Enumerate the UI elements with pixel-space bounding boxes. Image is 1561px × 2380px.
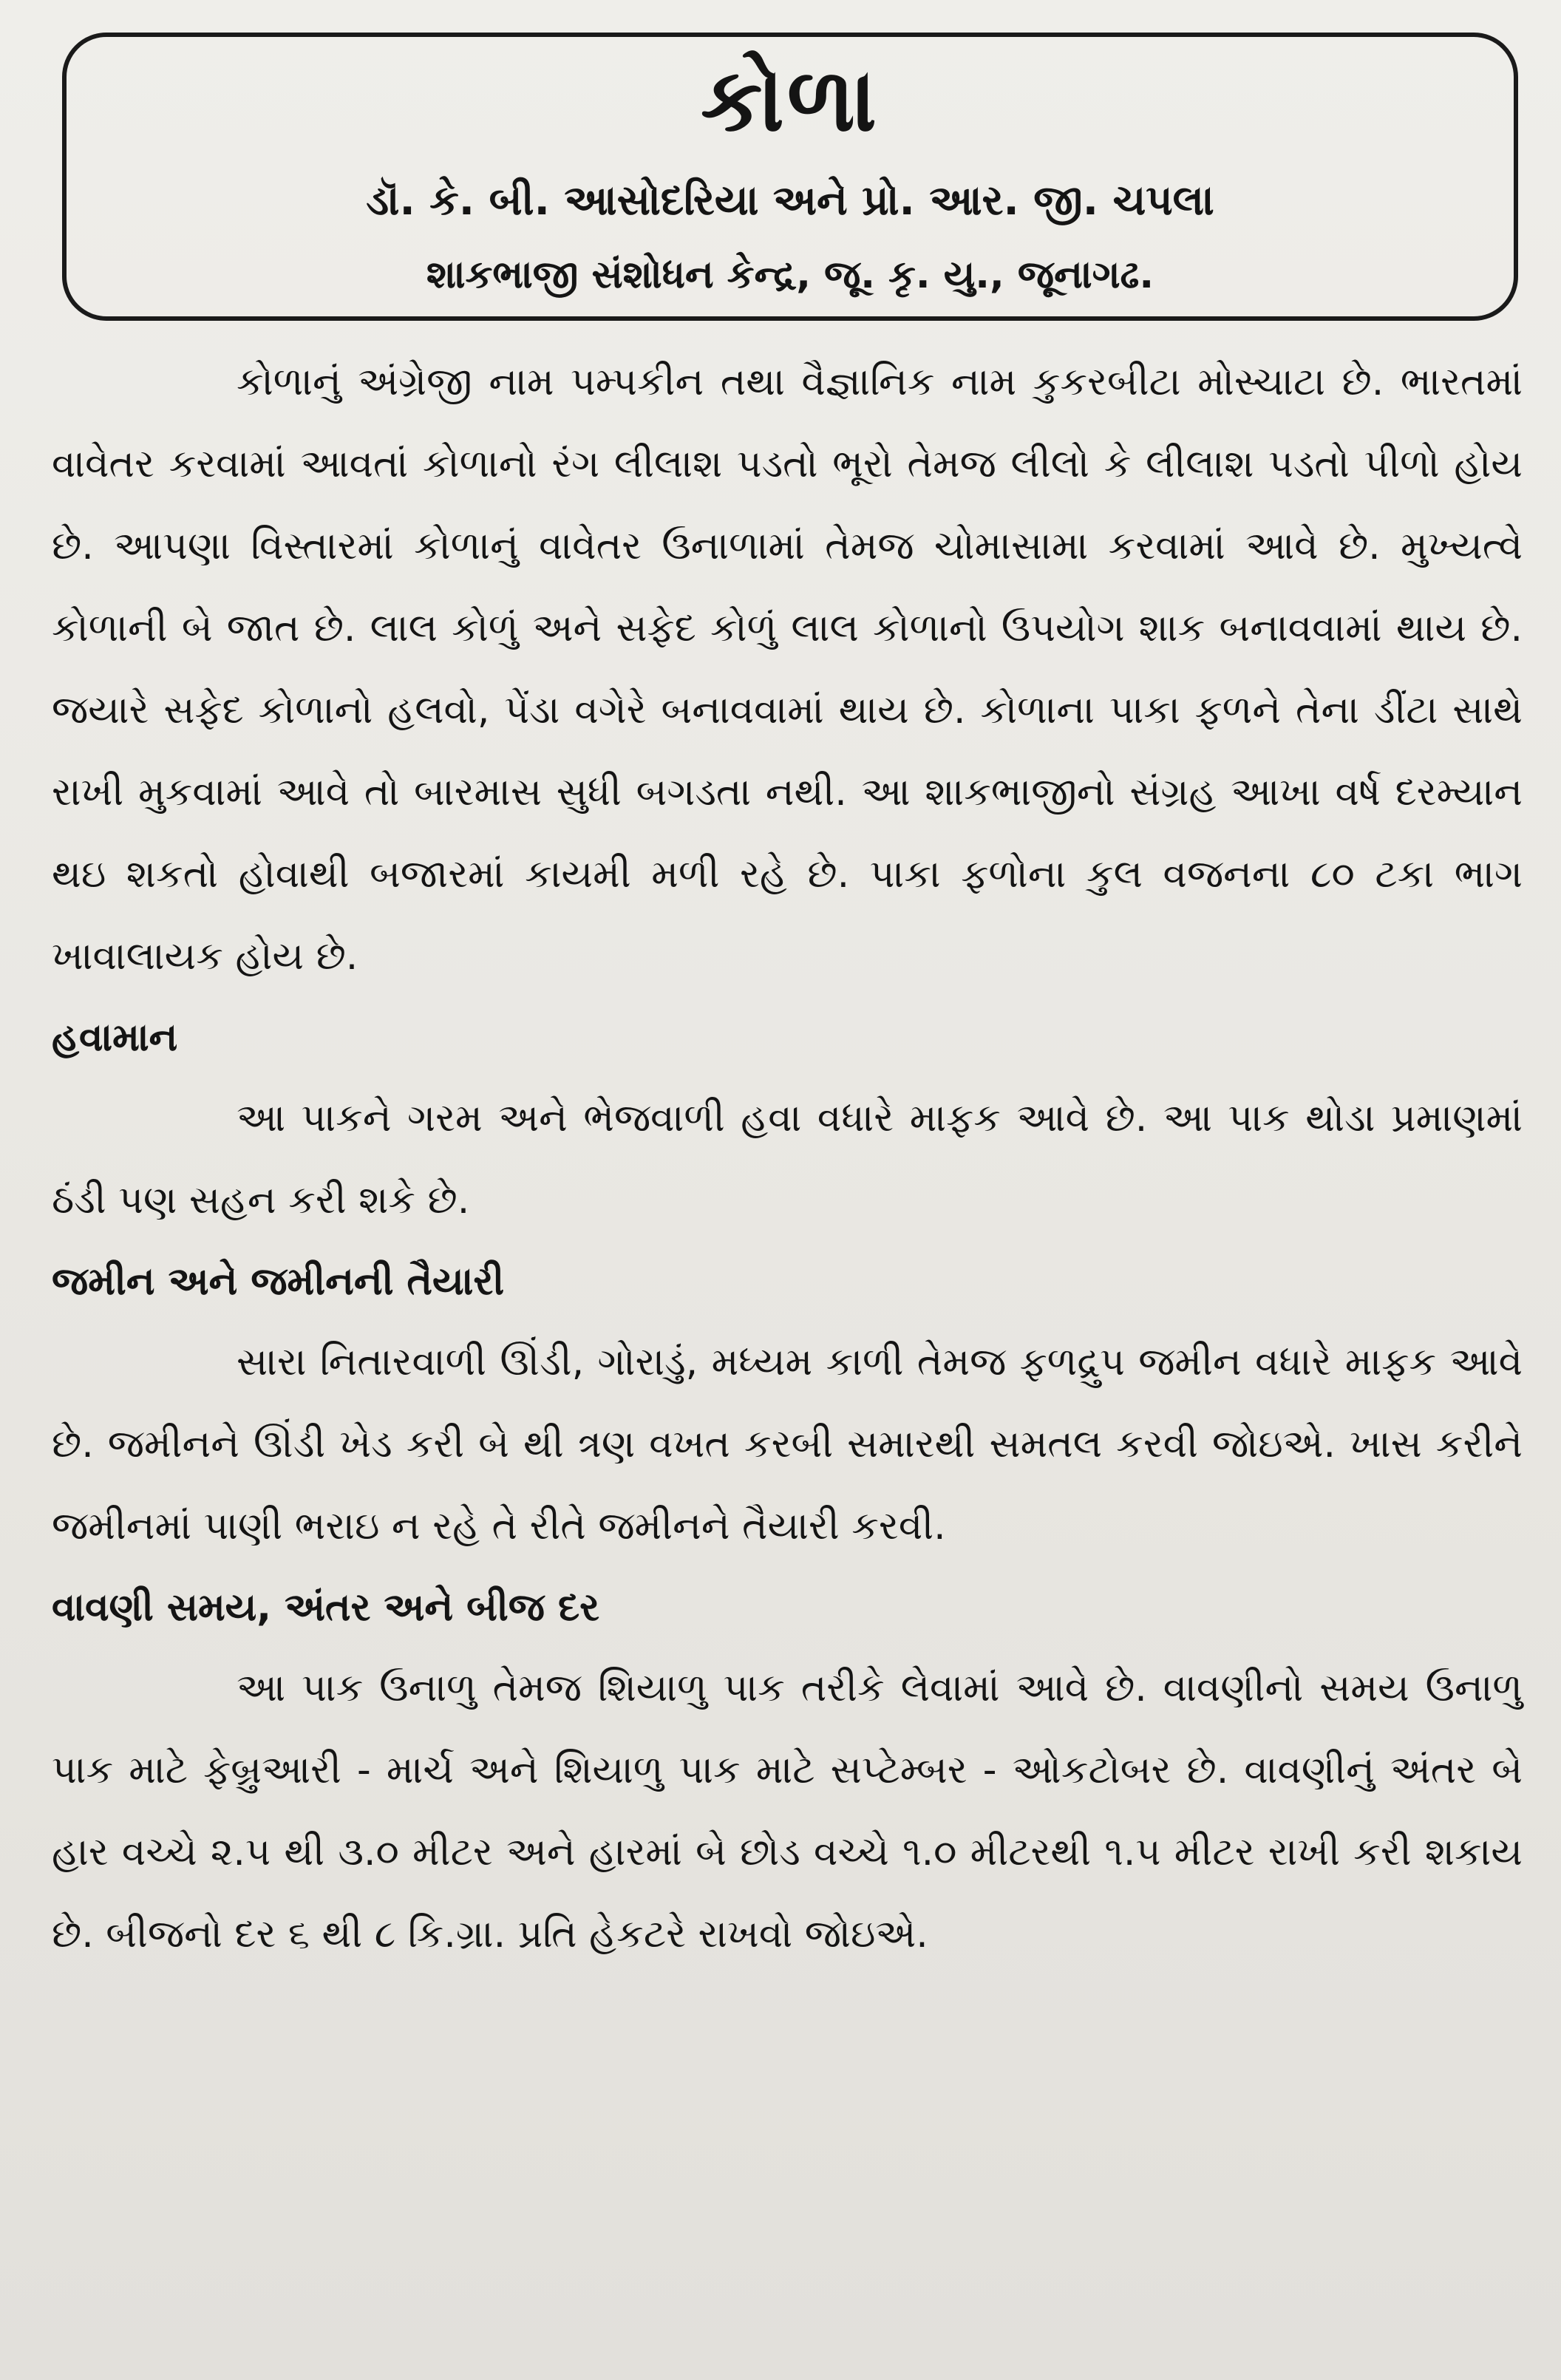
authors-line: ડૉ. કે. બી. આસોદરિયા અને પ્રો. આર. જી. ચપલા xyxy=(366,177,1214,225)
section-body-soil: સારા નિતારવાળી ઊંડી, ગોરાડું, મધ્યમ કાળી તેમજ ફળદ્રુપ જમીન વધારે માફક આવે છે. જમીનને ઊંડી ખેડ કરી બે થી ત્રણ વખત કરબી સમારથી સમતલ કરવી જોઇએ. ખાસ કરીને જમીનમાં પાણી ભરાઇ ન રહે તે રીતે જમીનને તૈયારી કરવી. xyxy=(52,1340,1523,1548)
institute-line: શાકભાજી સંશોધન કેન્દ્ર, જૂ. કૃ. યુ., જૂનાગઢ. xyxy=(426,253,1154,297)
section-heading-soil: જમીન અને જમીનની તૈયારી xyxy=(52,1259,505,1304)
section-body-sowing: આ પાક ઉનાળુ તેમજ શિયાળુ પાક તરીકે લેવામાં આવે છે. વાવણીનો સમય ઉનાળુ પાક માટે ફેબ્રુઆરી - માર્ચ અને શિયાળુ પાક માટે સપ્ટેમ્બર - ઓકટોબર છે. વાવણીનું અંતર બે હાર વચ્ચે ૨.૫ થી ૩.૦ મીટર અને હારમાં બે છોડ વચ્ચે ૧.૦ મીટરથી ૧.૫ મીટર રાખી કરી શકાય છે. બીજનો દર ૬ થી ૮ કિ.ગ્રા. પ્રતિ હેકટરે રાખવો જોઇએ. xyxy=(52,1666,1523,1956)
intro-paragraph: કોળાનું અંગ્રેજી નામ પમ્પકીન તથા વૈજ્ઞાનિક નામ કુકરબીટા મોસ્ચાટા છે. ભારતમાં વાવેતર કરવામાં આવતાં કોળાનો રંગ લીલાશ પડતો ભૂરો તેમજ લીલો કે લીલાશ પડતો પીળો હોય છે. આપણા વિસ્તારમાં કોળાનું વાવેતર ઉનાળામાં તેમજ ચોમાસામા કરવામાં આવે છે. મુખ્યત્વે કોળાની બે જાત છે. લાલ કોળું અને સફેદ કોળું લાલ કોળાનો ઉપયોગ શાક બનાવવામાં થાય છે. જયારે સફેદ કોળાનો હલવો, પેંડા વગેરે બનાવવામાં થાય છે. કોળાના પાકા ફળને તેના ડીંટા સાથે રાખી મુકવામાં આવે તો બારમાસ સુધી બગડતા નથી. આ શાકભાજીનો સંગ્રહ આખા વર્ષ દરમ્યાન થઇ શકતો હોવાથી બજારમાં કાયમી મળી રહે છે. પાકા ફળોના કુલ વજનના ૮૦ ટકા ભાગ ખાવાલાયક હોય છે. xyxy=(52,360,1523,979)
section-body-climate: આ પાકને ગરમ અને ભેજવાળી હવા વધારે માફક આવે છે. આ પાક થોડા પ્રમાણમાં ઠંડી પણ સહન કરી શકે છે. xyxy=(52,1096,1523,1223)
title-box xyxy=(62,33,1518,321)
article-title: કોળા xyxy=(701,49,880,151)
section-heading-sowing: વાવણી સમય, અંતર અને બીજ દર xyxy=(52,1585,600,1630)
section-heading-climate: હવામાન xyxy=(52,1016,178,1060)
article-body xyxy=(52,341,1523,1976)
